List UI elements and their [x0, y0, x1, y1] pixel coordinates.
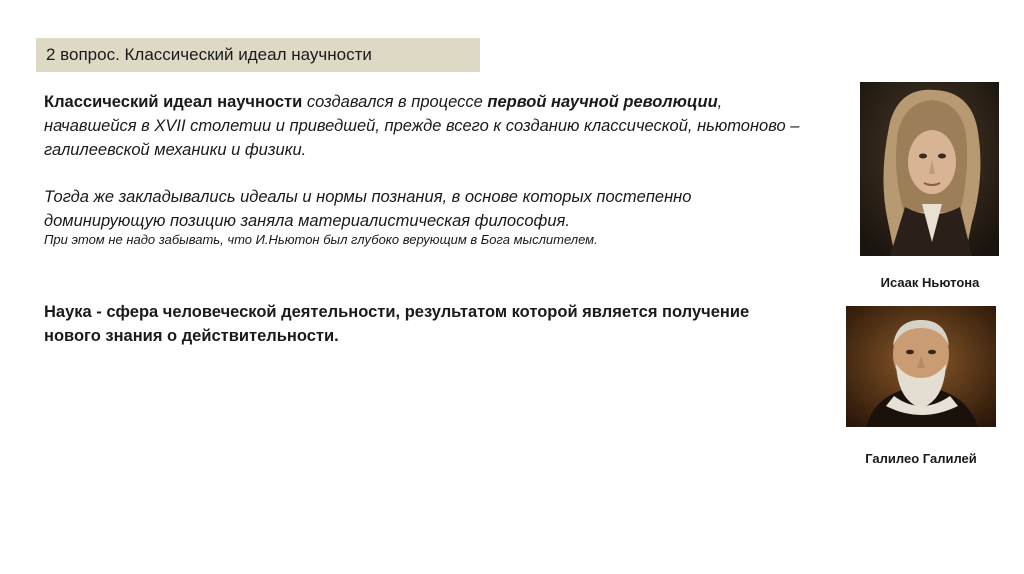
- slide-title-text: 2 вопрос. Классический идеал научности: [46, 45, 372, 64]
- text-fragment: , начавшейся в XVII столетии и приведшей, прежде всего к созданию классической, ньютоново – галилеевской механики и физики.: [44, 93, 800, 159]
- newton-portrait-image: [860, 82, 999, 256]
- newton-caption: Исаак Ньютона: [880, 275, 980, 290]
- galileo-portrait-image: [846, 306, 996, 427]
- galileo-caption: Галилео Галилей: [865, 451, 977, 466]
- text-fragment: создавался в процессе: [302, 93, 488, 111]
- paragraph-ideals-norms: Тогда же закладывались идеалы и нормы познания, в основе которых постепенно доминирующую позицию заняла материалистическая философия.: [44, 188, 692, 230]
- paragraph-newton-note: При этом не надо забывать, что И.Ньютон был глубоко верующим в Бога мыслителем.: [44, 232, 598, 247]
- term-classical-ideal: Классический идеал научности: [44, 93, 303, 111]
- paragraph-science-definition: Наука - сфера человеческой деятельности, результатом которой является получение нового знания о действительности.: [44, 303, 750, 345]
- term-first-revolution: первой научной революции: [487, 93, 718, 111]
- slide-title: [36, 38, 480, 72]
- paragraph-classical-ideal: [44, 90, 804, 162]
